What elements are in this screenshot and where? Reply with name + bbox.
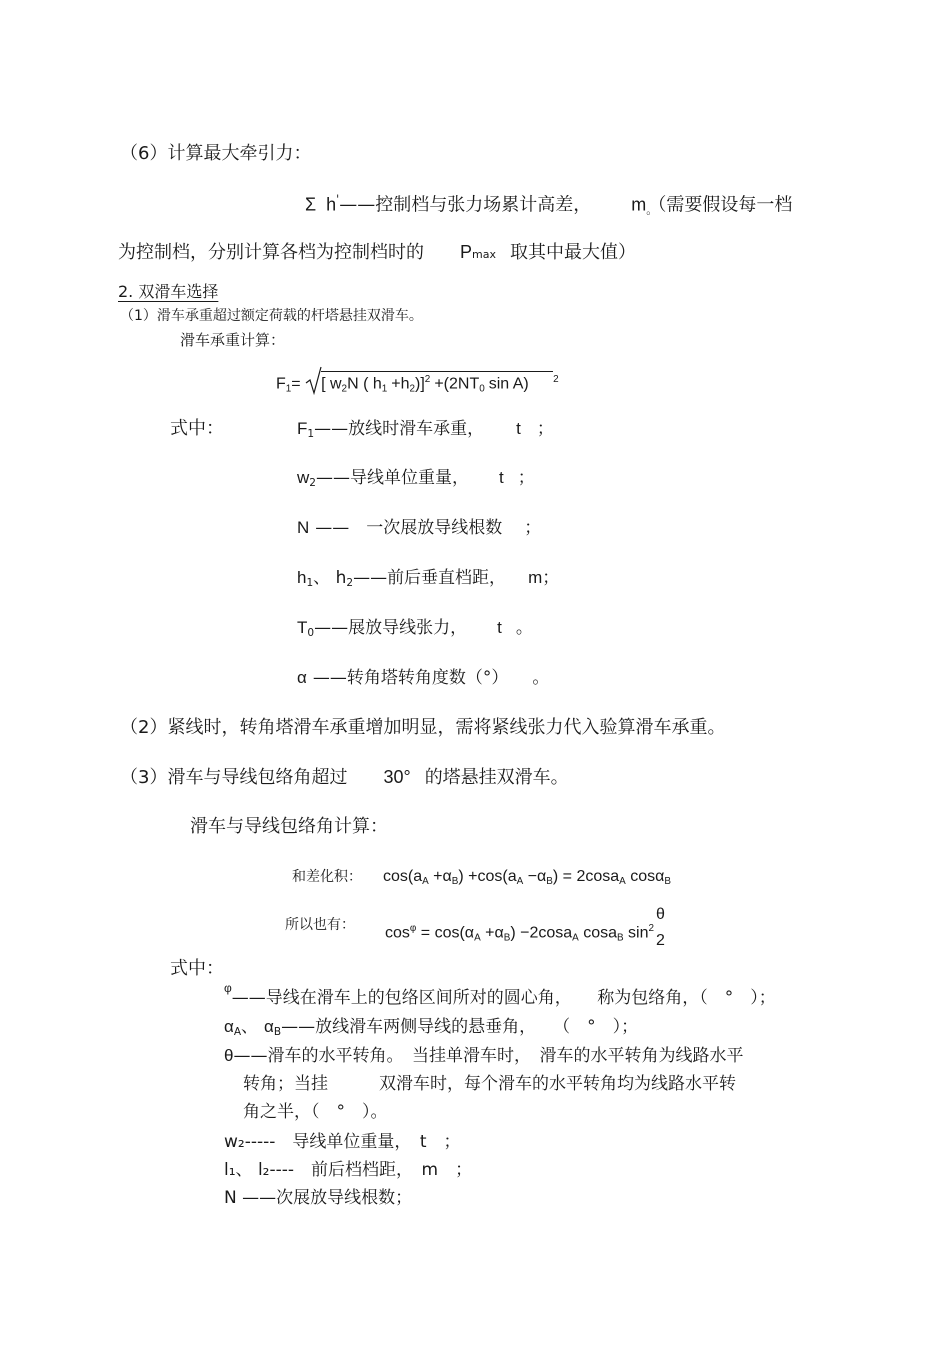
- def-t0-unit: t: [497, 618, 502, 637]
- def-t0-symbol: T: [297, 618, 308, 637]
- h-prime: ': [336, 193, 340, 206]
- alpha-b-symbol: α: [264, 1017, 274, 1036]
- pulley-load-formula: [276, 371, 559, 394]
- def-n-line: N ——次展放导线根数；: [224, 1188, 413, 1208]
- alpha-a-sub: A: [233, 1026, 242, 1039]
- phi-desc: ——导线在滑车上的包络区间所对的圆心角， 称为包络角，（ ° ）；: [231, 987, 776, 1008]
- sqrt-sign: [305, 365, 323, 395]
- alpha-desc: ——放线滑车两侧导线的悬垂角， （ ° ）；: [281, 1017, 639, 1037]
- sum-to-product-formula: $\cos(a_A +\alpha_B) +\cos(a_A -\alpha_B) = 2\cos a_A$ cosα$_B$: [383, 868, 671, 887]
- where-label-2: 式中：: [170, 958, 224, 979]
- h-note: （需要假设每一档: [657, 194, 793, 216]
- def-phi: [224, 982, 776, 1007]
- def-w2-symbol: w: [297, 468, 310, 487]
- sqrt-group: [305, 371, 559, 394]
- pmax-p: P: [460, 242, 473, 262]
- def-h2-sub: 2: [346, 577, 354, 590]
- def-n-symbol: N: [297, 518, 310, 537]
- def-alpha-desc: ——转角塔转角度数（°）: [312, 668, 509, 688]
- formula-part-4: )]: [415, 375, 425, 393]
- def-alpha-ab: [224, 1018, 638, 1038]
- h-unit: m: [631, 194, 647, 215]
- def-n: [297, 519, 541, 537]
- formula-part-1-sub: 2: [341, 383, 348, 395]
- formula-part-2-sub: 1: [381, 383, 388, 395]
- def-t0-desc: ——展放导线张力，: [314, 618, 468, 638]
- def-w2-sub: 2: [309, 477, 316, 490]
- phi-symbol: φ: [224, 981, 232, 995]
- section-2-heading-text: 2. 双滑车选择: [118, 282, 219, 301]
- def-alpha: [297, 669, 549, 687]
- alpha-a-symbol: α: [224, 1017, 234, 1036]
- def-w2-unit: t: [498, 468, 504, 487]
- control-span-note: [118, 243, 636, 262]
- def-alpha-symbol: α: [297, 668, 307, 687]
- h-variable: h: [326, 194, 337, 215]
- formula-part-3-sub: 2: [409, 383, 416, 395]
- def-t0: [297, 619, 533, 639]
- def-f1-unit: t: [516, 419, 521, 438]
- pulley-load-calc-label: 滑车承重计算：: [180, 331, 286, 349]
- def-f1-end: ；: [536, 419, 554, 439]
- def-theta-line-3: 角之半，（ ° ）。: [243, 1102, 388, 1122]
- def-w2-line: w₂----- 导线单位重量， t ；: [224, 1132, 461, 1152]
- formula-part-6: sin A): [488, 375, 529, 393]
- item-3-degree: 30°: [383, 767, 411, 787]
- formula-part-1: [ w: [321, 375, 342, 393]
- formula-part-4-sup: 2: [424, 374, 431, 385]
- def-theta-line-1: [224, 1047, 743, 1065]
- where-label: 式中：: [170, 418, 224, 439]
- item-3-text-b: 的塔悬挂双滑车。: [424, 767, 569, 788]
- therefore-formula: $\cos^\varphi = \cos(\alpha_A +\alpha_B) -2\cos a_A$ cosa$_B$ $\sin^2$ θ 2: [385, 906, 665, 949]
- section-2-heading: [118, 284, 232, 300]
- h-description: ——控制档与张力场累计高差，: [339, 194, 592, 216]
- def-f1-desc: ——放线时滑车承重，: [314, 419, 485, 439]
- theta-symbol: θ: [224, 1046, 234, 1065]
- formula-lhs: F: [276, 375, 286, 393]
- formula-lhs-sub: 1: [285, 383, 292, 395]
- pmax-sub: max: [472, 248, 496, 261]
- def-h-desc: ——前后垂直档距，: [353, 568, 507, 588]
- formula-eq: =: [291, 375, 301, 393]
- def-n-end: ；: [524, 518, 542, 538]
- sqrt-body: [321, 371, 553, 394]
- def-w2-desc: ——导线单位重量，: [315, 468, 469, 488]
- formula-part-5-sub: 0: [479, 383, 485, 395]
- note-text-b: 取其中最大值）: [509, 242, 636, 263]
- h-unit-mark: 。: [646, 203, 658, 217]
- theta-half-fraction: θ 2: [656, 906, 665, 949]
- alpha-b-sub: B: [273, 1026, 282, 1039]
- section-6-heading: （6）计算最大牵引力：: [120, 143, 312, 164]
- def-w2: [297, 469, 535, 489]
- def-theta-line-2: 转角；当挂 双滑车时，每个滑车的水平转角均为线路水平转: [243, 1074, 736, 1094]
- item-2-text: （2）紧线时，转角塔滑车承重增加明显，需将紧线张力代入验算滑车承重。: [120, 717, 726, 738]
- alpha-sep: 、: [241, 1017, 259, 1037]
- item-1-text: （1）滑车承重超过额定荷载的杆塔悬挂双滑车。: [120, 308, 423, 324]
- def-w2-end: ；: [517, 468, 535, 488]
- def-n-desc: —— 一次展放导线根数: [315, 518, 503, 538]
- sigma-symbol: Σ: [305, 194, 317, 215]
- def-h1-sub: 1: [306, 577, 314, 590]
- def-h-sep: 、 h: [313, 568, 347, 588]
- wrap-angle-calc-label: 滑车与导线包络角计算：: [190, 816, 388, 837]
- def-t0-end: 。: [515, 618, 533, 638]
- note-text-a: 为控制档，分别计算各档为控制档时的: [118, 242, 424, 263]
- def-h-end: ；: [542, 568, 560, 588]
- def-t0-sub: 0: [307, 627, 315, 640]
- sigma-h-definition: [305, 194, 792, 216]
- item-3-text-a: （3）滑车与导线包络角超过: [120, 767, 348, 788]
- item-3-text: [120, 768, 569, 787]
- def-f1-symbol: F: [297, 419, 308, 438]
- formula-part-6-sup: 2: [553, 374, 559, 385]
- def-f1-sub: 1: [307, 428, 315, 441]
- def-h1-h2: [297, 569, 559, 589]
- therefore-label: 所以也有：: [285, 917, 355, 933]
- def-h1-symbol: h: [297, 568, 307, 587]
- def-f1: [297, 420, 554, 440]
- formula-part-5: +(2NT: [434, 375, 480, 393]
- def-l-line: l₁、 l₂---- 前后档档距， m ；: [224, 1160, 473, 1180]
- formula-part-2: N ( h: [347, 375, 382, 393]
- def-h-unit: m: [528, 568, 543, 587]
- def-alpha-end: 。: [532, 668, 550, 688]
- formula-part-3: +h: [391, 375, 410, 393]
- theta-desc-1: ——滑车的水平转角。 当挂单滑车时， 滑车的水平转角为线路水平: [233, 1046, 744, 1066]
- sum-to-product-label: 和差化积：: [292, 869, 362, 885]
